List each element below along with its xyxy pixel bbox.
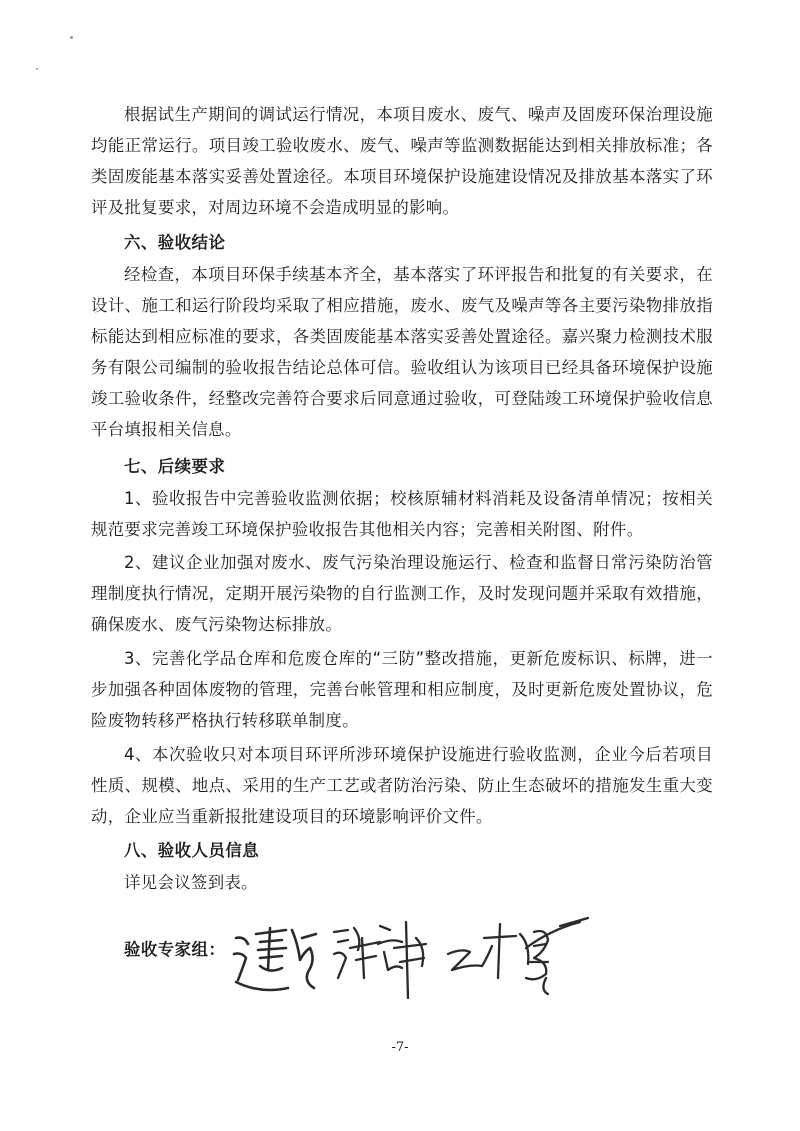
- requirement-item-3: 3、完善化学品仓库和危废仓库的“三防”整改措施，更新危废标识、标牌，进一步加强各种固体废物的管理，完善台帐管理和相应制度，及时更新危废处置协议，危险废物转移严格执行转移联单制度。: [91, 649, 713, 730]
- signature-3: [448, 918, 588, 994]
- heading-acceptance-personnel: 八、验收人员信息: [124, 841, 260, 860]
- signature-1: [234, 928, 316, 990]
- page-number: -7-: [391, 1040, 409, 1055]
- expert-signatures: [230, 908, 590, 1003]
- scan-speck: [36, 68, 38, 70]
- paragraph-personnel-info: 详见会议签到表。: [124, 873, 258, 892]
- requirement-item-2: 2、建议企业加强对废水、废气污染治理设施运行、检查和监督日常污染防治管理制度执行情况，定期开展污染物的自行监测工作，及时发现问题并采取有效措施，确保废水、废气污染物达标排放。: [91, 553, 713, 634]
- requirement-item-1: 1、验收报告中完善验收监测依据；校核原辅材料消耗及设备清单情况；按相关规范要求完善竣工环境保护验收报告其他相关内容；完善相关附图、附件。: [91, 489, 713, 539]
- heading-acceptance-conclusion: 六、验收结论: [124, 233, 226, 252]
- paragraph-acceptance-conclusion: 经检查，本项目环保手续基本齐全，基本落实了环评报告和批复的有关要求，在设计、施工和运行阶段均采取了相应措施，废水、废气及噪声等各主要污染物排放指标能达到相应标准的要求，各类固废能基本落实妥善处置途径。嘉兴聚力检测技术服务有限公司编制的验收报告结论总体可信。验收组认为该项目已经具备环境保护设施竣工验收条件，经整改完善符合要求后同意通过验收，可登陆竣工环境保护验收信息平台填报相关信息。: [91, 265, 713, 439]
- expert-group-label: 验收专家组：: [124, 940, 226, 959]
- signature-2: [334, 922, 426, 998]
- heading-follow-up-requirements: 七、后续要求: [124, 457, 226, 476]
- scan-speck: [70, 36, 73, 39]
- requirement-item-4: 4、本次验收只对本项目环评所涉环境保护设施进行验收监测，企业今后若项目性质、规模、地点、采用的生产工艺或者防治污染、防止生态破坏的措施发生重大变动，企业应当重新报批建设项目的环境影响评价文件。: [91, 745, 713, 826]
- paragraph-test-run-summary: 根据试生产期间的调试运行情况，本项目废水、废气、噪声及固废环保治理设施均能正常运行。项目竣工验收废水、废气、噪声等监测数据能达到相关排放标准；各类固废能基本落实妥善处置途径。本项目环境保护设施建设情况及排放基本落实了环评及批复要求，对周边环境不会造成明显的影响。: [91, 105, 713, 217]
